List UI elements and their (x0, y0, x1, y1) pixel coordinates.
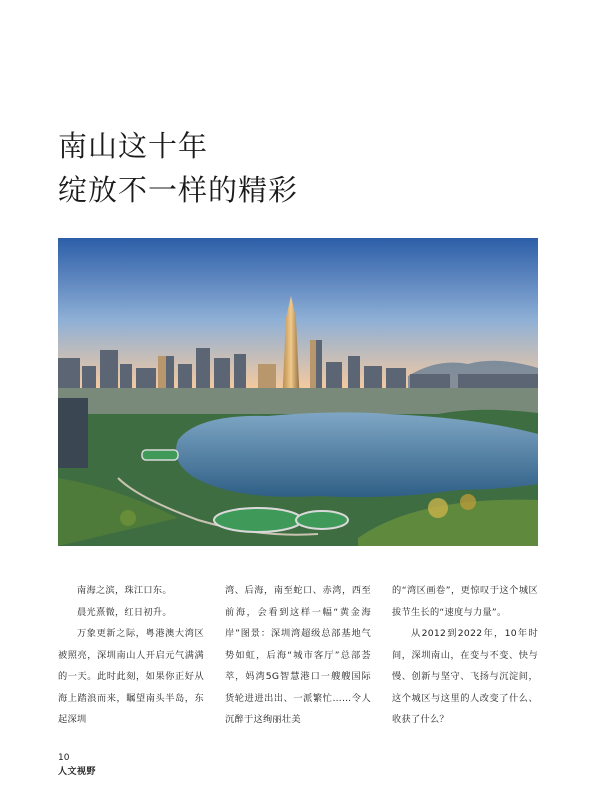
article-body (58, 580, 538, 730)
body-paragraph: 万象更新之际，粤港澳大湾区被照亮，深圳南山人开启元气满满的一天。此时此刻，如果你正好从海上踏浪而来，瞩望南头半岛，东起深圳 (58, 628, 204, 725)
body-paragraph: 南海之滨，珠江口东。 (77, 585, 172, 596)
body-paragraph: 晨光熹微，红日初升。 (77, 606, 172, 618)
body-column-1 (58, 580, 204, 731)
title-line-2: 绽放不一样的精彩 (58, 173, 299, 207)
body-column-2 (225, 580, 371, 731)
city-skyline-photo (58, 238, 538, 546)
magazine-name: 人文视野 (58, 767, 97, 777)
body-paragraph: 湾、后海，南至蛇口、赤湾，西至前海，会看到这样一幅“黄金海岸”图景：深圳湾超级总部基地气势如虹，后海“城市客厅”总部荟萃，妈湾5G智慧港口一艘艘国际货轮进进出出、一派繁忙……令人沉醉于这绚丽壮美 (225, 585, 371, 725)
body-paragraph: 从2012到2022年，10年时间，深圳南山，在变与不变、快与慢、创新与坚守、飞扬与沉淀间，这个城区与这里的人改变了什么、收获了什么？ (392, 628, 538, 725)
article-title (58, 124, 298, 212)
body-column-3 (392, 580, 538, 731)
body-paragraph: 的“湾区画卷”，更惊叹于这个城区拔节生长的“速度与力量”。 (392, 585, 538, 618)
page-number: 10 (58, 753, 70, 763)
title-line-1: 南山这十年 (58, 129, 209, 163)
